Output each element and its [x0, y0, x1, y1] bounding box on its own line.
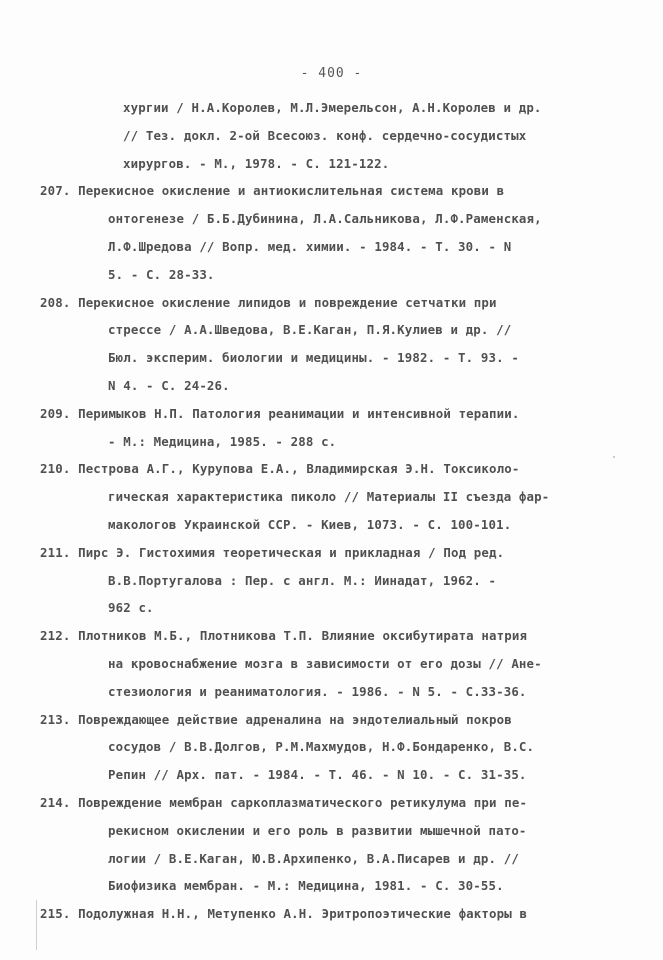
- entry-first-line: [40, 455, 630, 483]
- bibliography-entry-214: [40, 789, 630, 900]
- text-line: Биофизика мембран. - М.: Медицина, 1981. - С. 30-55.: [108, 878, 504, 894]
- entry-text: Подолужная Н.Н., Метупенко А.Н. Эритропоэтические факторы в: [78, 906, 528, 922]
- text-line: стезиология и реаниматология. - 1986. - N 5. - С.33-36.: [108, 683, 527, 699]
- entry-text: Пирс Э. Гистохимия теоретическая и прикладная / Под ред.: [78, 544, 505, 560]
- entry-number: 215.: [40, 906, 71, 922]
- entry-number: 212.: [40, 628, 71, 644]
- text-line: онтогенезе / Б.Б.Дубинина, Л.А.Сальникова, Л.Ф.Раменская,: [108, 211, 542, 227]
- bibliography-entry-213: [40, 706, 630, 789]
- entry-first-line: [40, 789, 630, 817]
- text-line: N 4. - С. 24-26.: [108, 377, 230, 393]
- entry-text: Повреждение мембран саркоплазматического ретикулума при пе-: [78, 794, 528, 810]
- entry-number: 211.: [40, 544, 71, 560]
- text-line: - М.: Медицина, 1985. - 288 с.: [108, 433, 337, 449]
- entry-first-line: [40, 622, 630, 650]
- page-number: - 400 -: [300, 66, 363, 81]
- entry-first-line: [40, 289, 630, 317]
- text-line: 5. - С. 28-33.: [108, 266, 215, 282]
- text-line: Репин // Арх. пат. - 1984. - Т. 46. - N 10. - С. 31-35.: [108, 767, 527, 783]
- entry-text: Повреждающее действие адреналина на эндотелиальный покров: [78, 711, 512, 727]
- entry-text: Плотников М.Б., Плотникова Т.П. Влияние оксибутирата натрия: [78, 628, 528, 644]
- bibliography-entry-207: [40, 177, 630, 288]
- entry-text: Перимыков Н.П. Патология реанимации и интенсивной терапии.: [78, 405, 520, 421]
- entry-first-line: [40, 177, 630, 205]
- entry-text: Перекисное окисление и антиокислительная система крови в: [78, 183, 505, 199]
- text-line: 962 с.: [108, 600, 154, 616]
- text-line: В.В.Португалова : Пер. с англ. М.: Иинадат, 1962. -: [108, 572, 497, 588]
- entry-number: 208.: [40, 294, 71, 310]
- entry-first-line: [40, 539, 630, 567]
- bibliography-list: [40, 94, 630, 928]
- entry-text: Перекисное окисление липидов и повреждение сетчатки при: [78, 294, 497, 310]
- text-line: гическая характеристика пиколо // Материалы II съезда фар-: [108, 489, 550, 505]
- bibliography-entry-209: [40, 400, 630, 456]
- bibliography-entry-212: [40, 622, 630, 705]
- entry-number: 209.: [40, 405, 71, 421]
- text-line: Л.Ф.Шредова // Вопр. мед. химии. - 1984. - Т. 30. - N: [108, 238, 512, 254]
- text-line: макологов Украинской ССР. - Киев, 1073. - С. 100-101.: [108, 516, 512, 532]
- text-line: хургии / Н.А.Королев, М.Л.Эмерельсон, А.Н.Королев и др.: [123, 100, 542, 115]
- text-line: Бюл. эксперим. биологии и медицины. - 1982. - Т. 93. -: [108, 350, 519, 366]
- text-line: // Тез. докл. 2-ой Всесоюз. конф. сердечно-сосудистых: [123, 127, 527, 143]
- entry-number: 213.: [40, 711, 71, 727]
- bibliography-entry-211: [40, 539, 630, 622]
- entry-first-line: [40, 400, 630, 428]
- text-line: на кровоснабжение мозга в зависимости от его дозы // Ане-: [108, 655, 542, 671]
- scan-speck: [613, 456, 615, 458]
- text-line: стрессе / А.А.Шведова, В.Е.Каган, П.Я.Кулиев и др. //: [108, 322, 512, 338]
- text-line: рекисном окислении и его роль в развитии мышечной пато-: [108, 822, 527, 838]
- bibliography-entry-210: [40, 455, 630, 538]
- text-line: логии / В.Е.Каган, Ю.В.Архипенко, В.А.Писарев и др. //: [108, 850, 519, 866]
- scan-edge-mark: [36, 900, 37, 950]
- entry-text: Пестрова А.Г., Курупова Е.А., Владимирская Э.Н. Токсиколо-: [78, 461, 520, 477]
- bibliography-entry-208: [40, 289, 630, 400]
- text-line: сосудов / В.В.Долгов, Р.М.Махмудов, Н.Ф.Бондаренко, В.С.: [108, 739, 535, 755]
- entry-continuation: [40, 94, 630, 177]
- entry-number: 207.: [40, 183, 71, 199]
- bibliography-entry-215: [40, 900, 630, 928]
- entry-number: 214.: [40, 794, 71, 810]
- entry-number: 210.: [40, 461, 71, 477]
- entry-first-line: [40, 706, 630, 734]
- entry-first-line: [40, 900, 630, 928]
- text-line: хирургов. - М., 1978. - С. 121-122.: [123, 155, 390, 171]
